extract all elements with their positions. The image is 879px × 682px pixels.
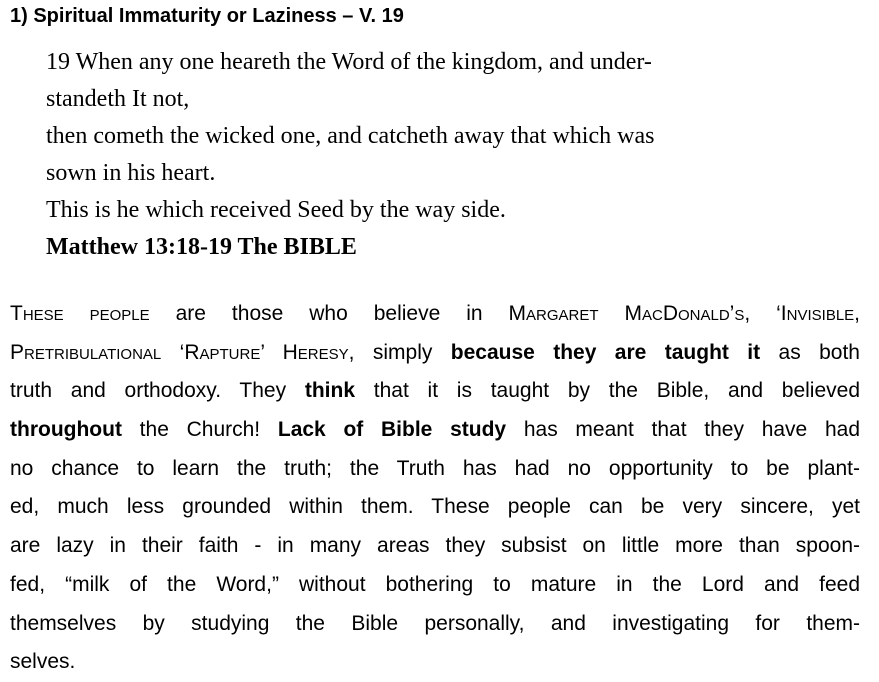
- scripture-quote: [46, 44, 836, 266]
- text-run: , simply: [348, 340, 451, 364]
- paragraph-line: [10, 372, 860, 411]
- bold-text: Lack of Bible study: [277, 418, 507, 442]
- paragraph-line: fed, “milk of the Word,” without bothering to mature in the Lord and feed: [10, 572, 860, 596]
- verse-line: then cometh the wicked one, and catcheth away that which was: [46, 123, 655, 149]
- bold-text: think: [304, 379, 356, 403]
- verse-line: standeth It not,: [46, 86, 190, 112]
- bold-text: because they are taught it: [450, 340, 761, 364]
- text-run: as both: [760, 340, 860, 364]
- verse-line: This is he which received Seed by the way side.: [46, 197, 506, 223]
- scripture-reference: Matthew 13:18-19 The BIBLE: [46, 234, 357, 260]
- text-run: truth and orthodoxy. They: [10, 379, 305, 403]
- paragraph-line: themselves by studying the Bible personally, and investigating for them-: [10, 611, 860, 635]
- verse-line: 19 When any one heareth the Word of the kingdom, and under-: [46, 49, 652, 75]
- text-run: are those who believe in: [149, 302, 509, 325]
- paragraph-line: selves.: [10, 650, 76, 674]
- small-caps-text: Pretribulational ‘Rapture’ Heresy: [10, 340, 349, 364]
- section-heading: 1) Spiritual Immaturity or Laziness – V. 19: [10, 5, 404, 27]
- paragraph-line: are lazy in their faith - in many areas they subsist on little more than spoon-: [10, 534, 860, 558]
- text-run: that it is taught by the Bible, and believed: [355, 379, 860, 403]
- small-caps-text: These people: [10, 302, 150, 325]
- paragraph-line: no chance to learn the truth; the Truth has had no opportunity to be plant-: [10, 456, 860, 480]
- small-caps-text: Margaret MacDonald’s, ‘Invisible,: [508, 302, 861, 325]
- text-run: has meant that they have had: [506, 418, 861, 442]
- paragraph-line: [10, 334, 860, 373]
- paragraph-line: [10, 295, 860, 334]
- verse-line: sown in his heart.: [46, 160, 216, 186]
- text-run: the Church!: [121, 418, 278, 442]
- bold-text: throughout: [10, 418, 122, 442]
- paragraph-line: [10, 411, 860, 450]
- body-paragraph: [10, 295, 860, 682]
- paragraph-line: ed, much less grounded within them. These people can be very sincere, yet: [10, 495, 860, 519]
